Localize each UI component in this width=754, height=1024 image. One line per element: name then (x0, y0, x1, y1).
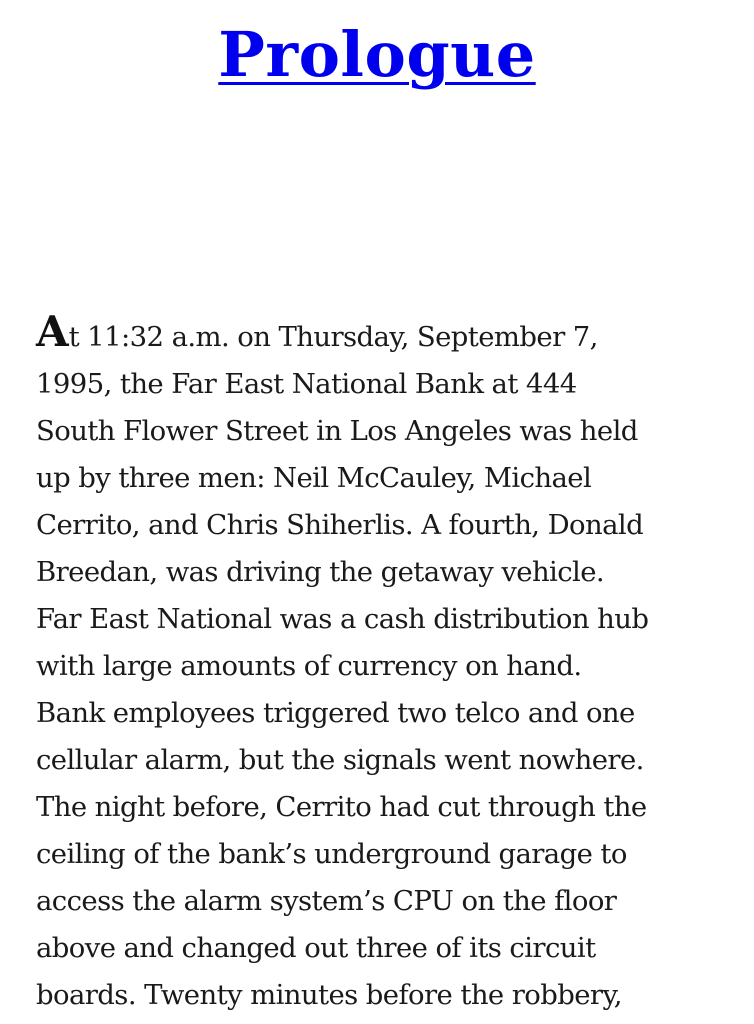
body-line-1 (36, 308, 726, 361)
body-paragraph (36, 308, 726, 1019)
body-line: boards. Twenty minutes before the robbery, (36, 979, 622, 1011)
body-line: ceiling of the bank’s underground garage to (36, 838, 627, 870)
body-line: Far East National was a cash distribution hub (36, 603, 649, 635)
body-line: Bank employees triggered two telco and one (36, 697, 635, 729)
chapter-heading (0, 18, 754, 91)
first-line-text: t 11:32 a.m. on Thursday, September 7, (68, 321, 598, 353)
body-line: Cerrito, and Chris Shiherlis. A fourth, Donald (36, 509, 644, 541)
body-line: Breedan, was driving the getaway vehicle. (36, 556, 605, 588)
chapter-title-link[interactable]: Prologue (218, 18, 536, 91)
body-line: access the alarm system’s CPU on the floor (36, 885, 617, 917)
body-line: with large amounts of currency on hand. (36, 650, 582, 682)
body-line: 1995, the Far East National Bank at 444 (36, 368, 577, 400)
drop-cap: A (36, 307, 69, 356)
body-line: The night before, Cerrito had cut through the (36, 791, 647, 823)
body-line: cellular alarm, but the signals went nowhere. (36, 744, 644, 776)
body-line: up by three men: Neil McCauley, Michael (36, 462, 592, 494)
body-line: above and changed out three of its circuit (36, 932, 596, 964)
body-line: South Flower Street in Los Angeles was held (36, 415, 638, 447)
